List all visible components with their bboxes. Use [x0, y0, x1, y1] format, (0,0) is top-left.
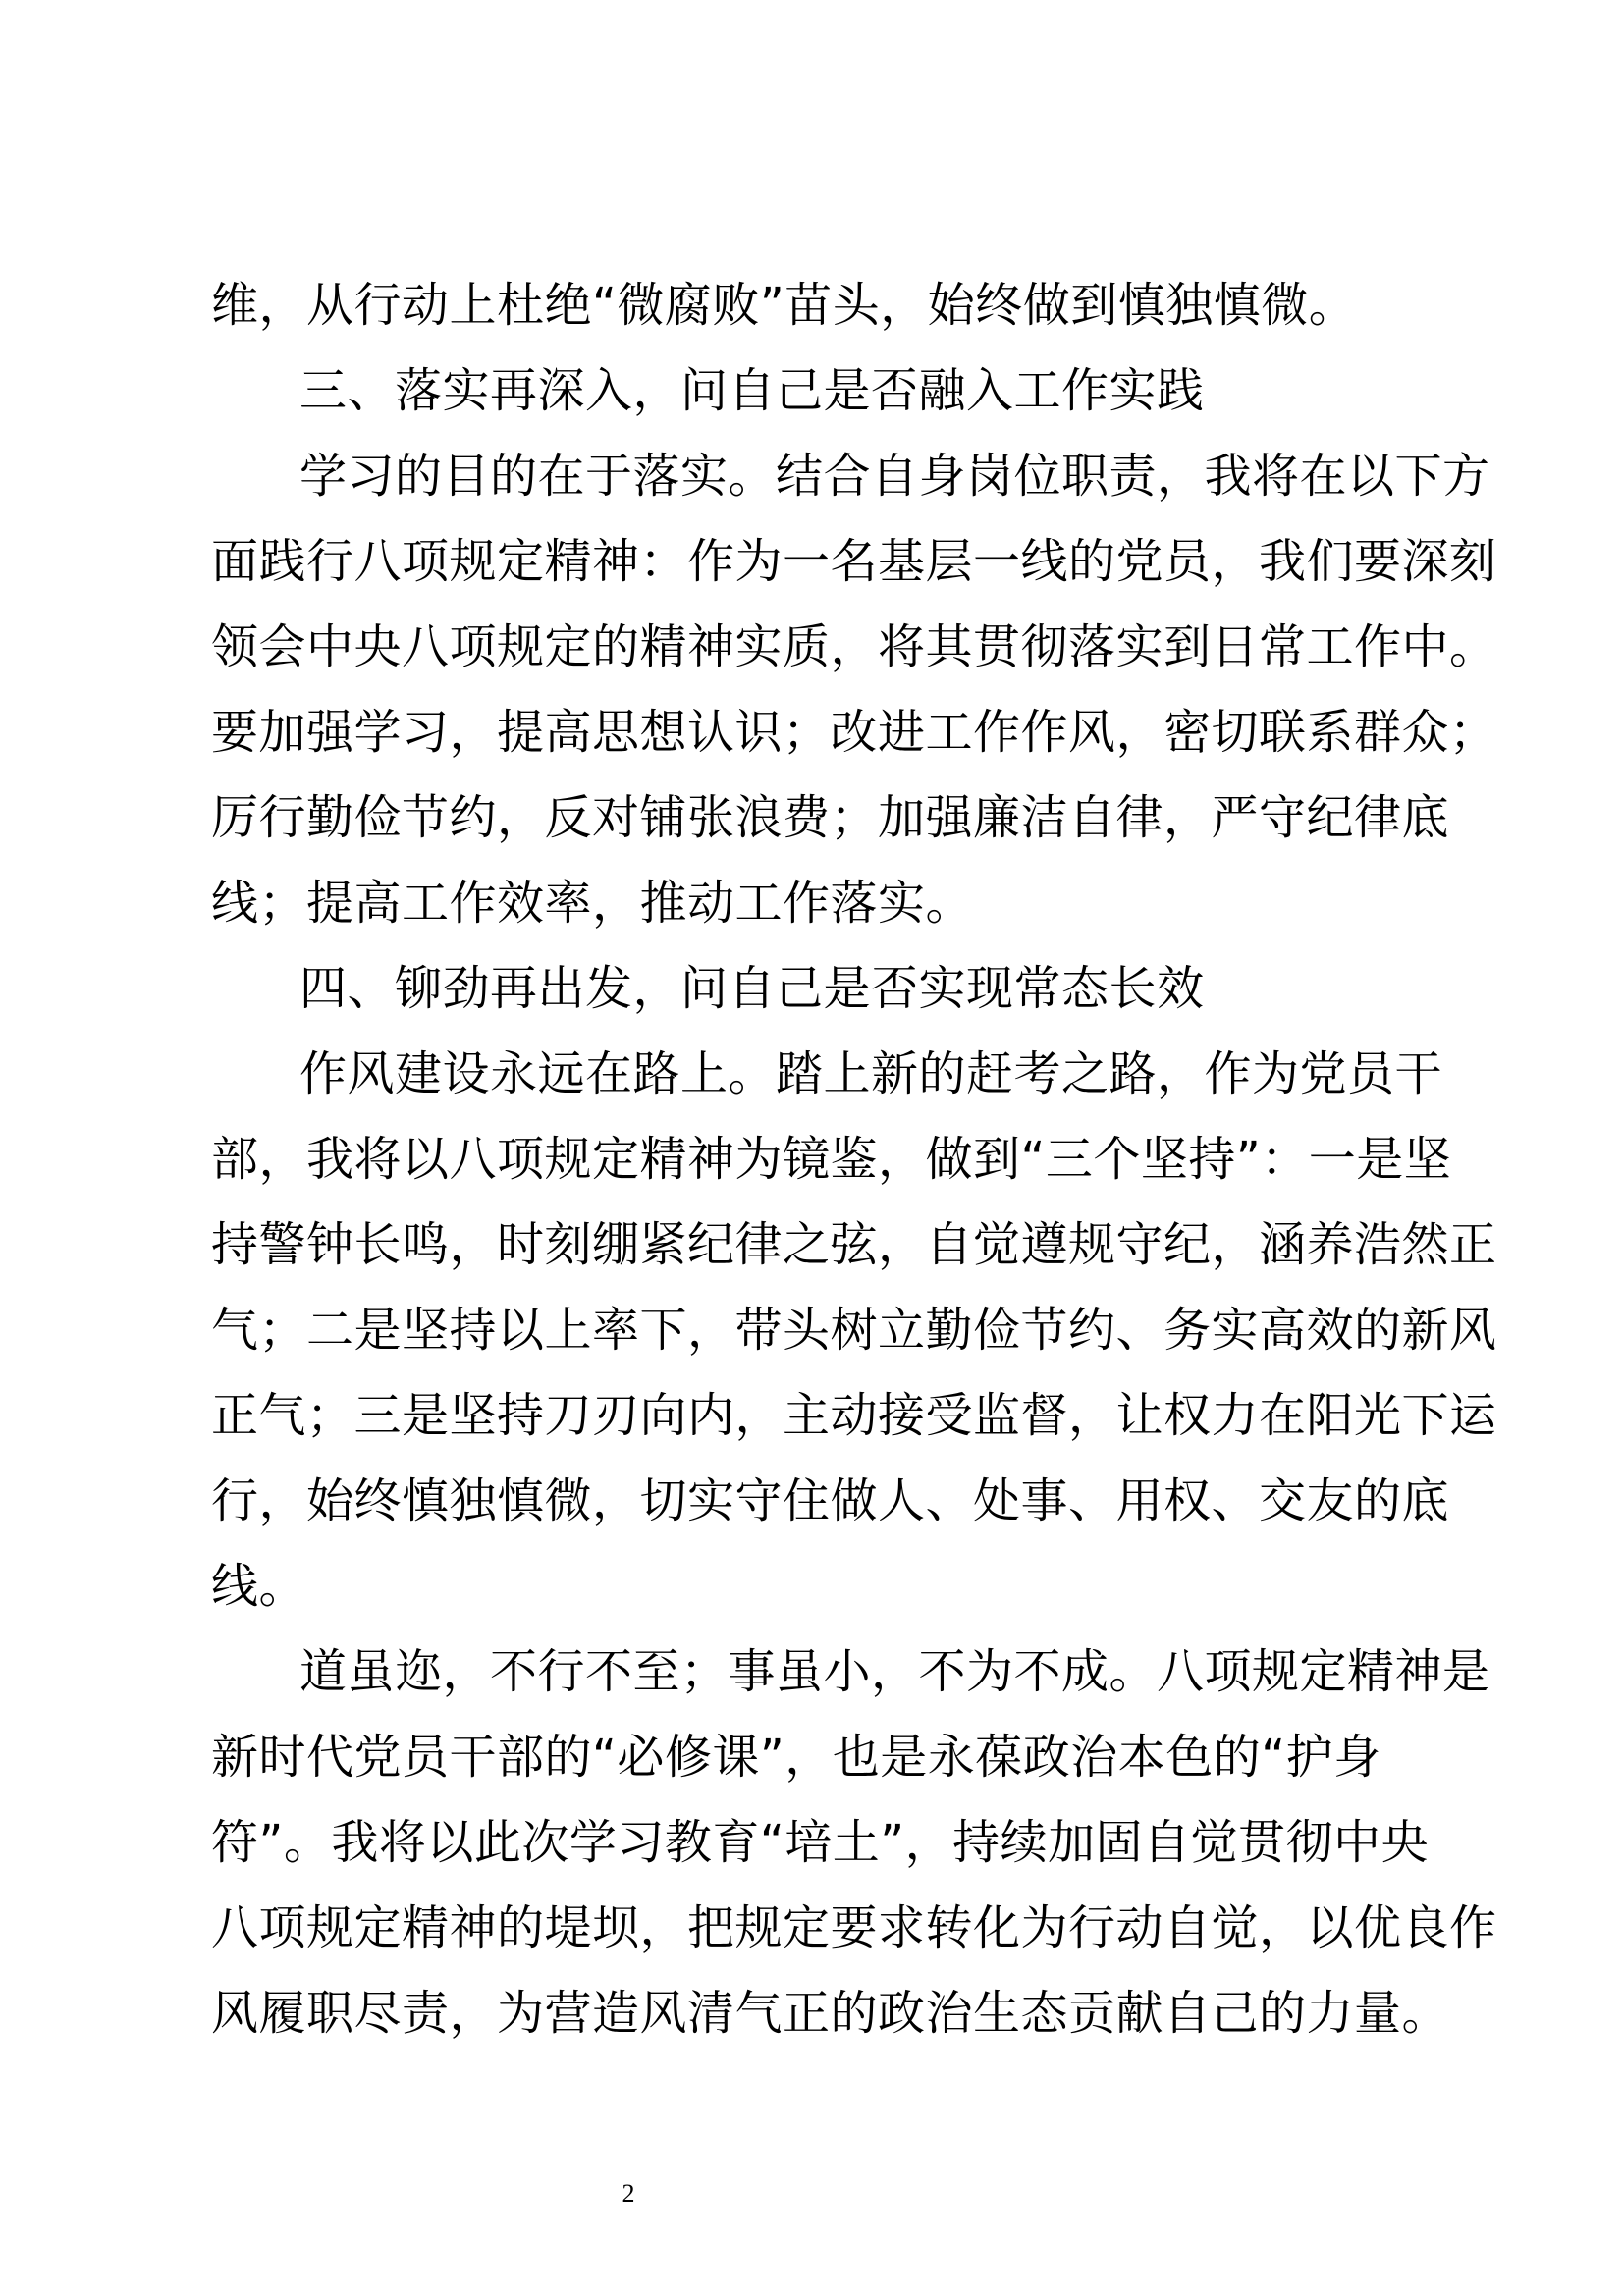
section-heading-3: 三、落实再深入，问自己是否融入工作实践 — [299, 363, 1205, 418]
text-line: 领会中央八项规定的精神实质，将其贯彻落实到日常工作中。 — [211, 619, 1497, 674]
text-line: 部，我将以八项规定精神为镜鉴，做到“三个坚持”：一是坚 — [211, 1132, 1452, 1187]
document-body — [211, 263, 1497, 2056]
text-line: 道虽迩，不行不至；事虽小，不为不成。八项规定精神是 — [299, 1644, 1490, 1699]
text-line: 新时代党员干部的“必修课”，也是永葆政治本色的“护身 — [211, 1730, 1381, 1785]
text-line: 行，始终慎独慎微，切实守住做人、处事、用权、交友的底 — [211, 1473, 1450, 1528]
text-line: 八项规定精神的堤坝，把规定要求转化为行动自觉，以优良作 — [211, 1900, 1497, 1955]
text-line: 厉行勤俭节约，反对铺张浪费；加强廉洁自律，严守纪律底 — [211, 790, 1450, 845]
text-line: 学习的目的在于落实。结合自身岗位职责，我将在以下方 — [299, 449, 1490, 504]
page-number: 2 — [622, 2179, 635, 2208]
text-line: 维，从行动上杜绝“微腐败”苗头，始终做到慎独慎微。 — [211, 278, 1357, 333]
text-line: 持警钟长鸣，时刻绷紧纪律之弦，自觉遵规守纪，涵养浩然正 — [211, 1217, 1497, 1272]
text-line: 风履职尽责，为营造风清气正的政治生态贡献自己的力量。 — [211, 1986, 1450, 2041]
text-line: 线；提高工作效率，推动工作落实。 — [211, 876, 974, 931]
text-line: 面践行八项规定精神：作为一名基层一线的党员，我们要深刻 — [211, 534, 1497, 589]
text-line: 气；二是坚持以上率下，带头树立勤俭节约、务实高效的新风 — [211, 1303, 1497, 1358]
text-line: 正气；三是坚持刀刃向内，主动接受监督，让权力在阳光下运 — [211, 1388, 1497, 1443]
text-line: 符”。我将以此次学习教育“培土”，持续加固自觉贯彻中央 — [211, 1815, 1430, 1870]
text-line: 线。 — [211, 1559, 307, 1614]
text-line: 要加强学习，提高思想认识；改进工作作风，密切联系群众； — [211, 705, 1497, 760]
section-heading-4: 四、铆劲再出发，问自己是否实现常态长效 — [299, 961, 1205, 1016]
text-line: 作风建设永远在路上。踏上新的赶考之路，作为党员干 — [299, 1046, 1443, 1101]
